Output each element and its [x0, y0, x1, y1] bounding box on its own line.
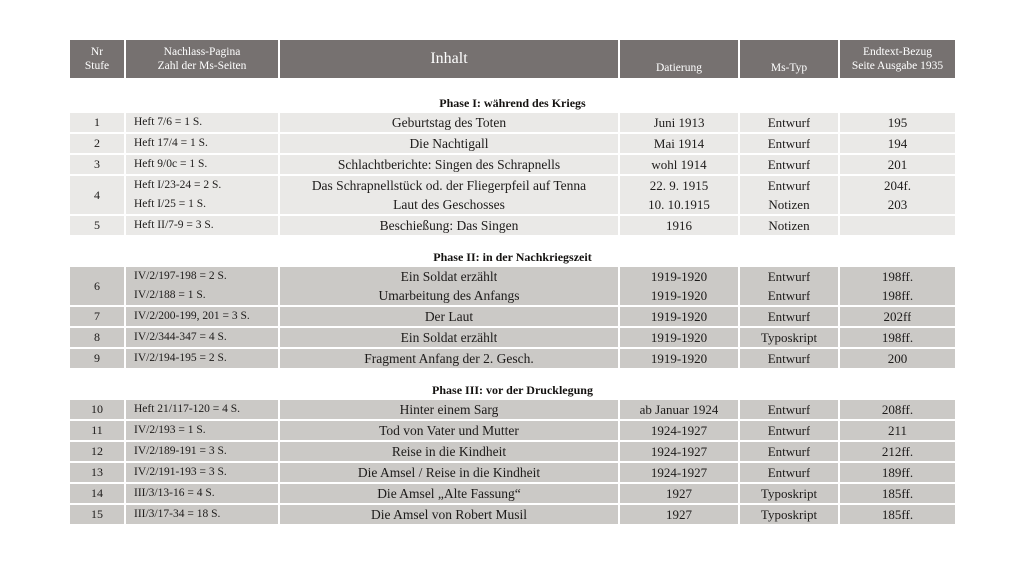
mstyp-cell-text: Entwurf: [767, 465, 811, 480]
inhalt-cell: [280, 113, 618, 132]
header-inhalt: Inhalt: [280, 40, 618, 78]
mstyp-cell: [740, 113, 838, 132]
inhalt-cell-text: Beschießung: Das Singen: [379, 218, 519, 233]
nr-cell-text: 2: [94, 136, 100, 150]
mstyp-cell: [740, 463, 838, 482]
mstyp-cell: [740, 421, 838, 440]
pagina-cell: [126, 267, 278, 305]
datierung-cell-text: 1927: [666, 486, 692, 501]
mstyp-cell-text: Entwurf: [767, 115, 811, 130]
mstyp-cell-text: Entwurf: [767, 136, 811, 151]
datierung-cell-text: ab Januar 1924: [639, 402, 719, 417]
endtext-cell-text: 194: [887, 136, 908, 151]
nr-cell-text: 8: [94, 330, 100, 344]
pagina-cell-text: IV/2/191-193 = 3 S.: [134, 466, 227, 478]
pagina-cell-text: IV/2/194-195 = 2 S.: [134, 352, 227, 364]
datierung-cell: [620, 421, 738, 440]
pagina-cell-text: IV/2/197-198 = 2 S.: [134, 270, 227, 282]
endtext-cell: [840, 307, 955, 326]
pagina-cell: [126, 328, 278, 347]
pagina-cell-text: Heft I/25 = 1 S.: [134, 198, 206, 210]
endtext-cell: [840, 155, 955, 174]
table-row: [70, 463, 955, 482]
datierung-cell: [620, 463, 738, 482]
endtext-cell-text: 203: [887, 197, 908, 212]
inhalt-cell-text: Der Laut: [424, 309, 474, 324]
datierung-cell: [620, 505, 738, 524]
header-endtext-line1: Endtext-Bezug: [863, 46, 932, 58]
endtext-cell: [840, 421, 955, 440]
phase-section-1: [70, 95, 955, 235]
datierung-cell-text: Juni 1913: [653, 115, 705, 130]
pagina-cell: [126, 307, 278, 326]
table-header: [70, 40, 955, 78]
pagina-cell: [126, 134, 278, 153]
datierung-cell: [620, 155, 738, 174]
nr-cell: [70, 505, 124, 524]
inhalt-cell-text: Fragment Anfang der 2. Gesch.: [364, 351, 534, 366]
pagina-cell: [126, 113, 278, 132]
mstyp-cell-text: Entwurf: [767, 423, 811, 438]
phase-label: Phase I: während des Kriegs: [439, 96, 586, 110]
nr-cell: [70, 463, 124, 482]
mstyp-cell: [740, 442, 838, 461]
pagina-cell-text: Heft 7/6 = 1 S.: [134, 116, 203, 128]
datierung-cell: [620, 113, 738, 132]
nr-cell-text: 14: [91, 486, 103, 500]
pagina-cell: [126, 463, 278, 482]
datierung-cell-text: 1924-1927: [650, 444, 708, 459]
pagina-cell: [126, 484, 278, 503]
endtext-cell-text: 198ff.: [881, 269, 914, 284]
datierung-cell: [620, 442, 738, 461]
phase-label: Phase III: vor der Drucklegung: [432, 383, 593, 397]
pagina-cell-text: Heft 9/0c = 1 S.: [134, 158, 208, 170]
mstyp-cell: [740, 484, 838, 503]
nr-cell: [70, 442, 124, 461]
endtext-cell-text: 200: [887, 351, 908, 366]
nr-cell: [70, 400, 124, 419]
mstyp-cell-text: Entwurf: [767, 444, 811, 459]
inhalt-cell: [280, 400, 618, 419]
nr-cell-text: 7: [94, 309, 100, 323]
inhalt-cell: [280, 484, 618, 503]
nr-cell-text: 13: [91, 465, 103, 479]
inhalt-cell: [280, 155, 618, 174]
datierung-cell-text: 22. 9. 1915: [649, 178, 709, 193]
pagina-cell-text: Heft 21/117-120 = 4 S.: [134, 403, 241, 415]
datierung-cell-text: 1924-1927: [650, 423, 708, 438]
mstyp-cell: [740, 505, 838, 524]
endtext-cell: [840, 349, 955, 368]
table-row: [70, 328, 955, 347]
pagina-cell: [126, 421, 278, 440]
datierung-cell: [620, 307, 738, 326]
table-row: [70, 113, 955, 132]
nr-cell-text: 3: [94, 157, 100, 171]
phase-section-3: [70, 382, 955, 524]
endtext-cell: [840, 505, 955, 524]
datierung-cell-text: 1924-1927: [650, 465, 708, 480]
datierung-cell-text: Mai 1914: [653, 136, 705, 151]
endtext-cell-text: 212ff.: [881, 444, 914, 459]
header-nr-stufe: [70, 40, 124, 78]
pagina-cell: [126, 400, 278, 419]
endtext-cell-text: 189ff.: [881, 465, 914, 480]
inhalt-cell: [280, 216, 618, 235]
mstyp-cell: [740, 216, 838, 235]
inhalt-cell-text: Tod von Vater und Mutter: [379, 423, 519, 438]
mstyp-cell-text: Entwurf: [767, 269, 811, 284]
manuscript-table: [70, 40, 955, 526]
pagina-cell-text: IV/2/193 = 1 S.: [134, 424, 206, 436]
mstyp-cell-text: Entwurf: [767, 402, 811, 417]
nr-cell-text: 5: [94, 218, 100, 232]
inhalt-cell-text: Schlachtberichte: Singen des Schrapnells: [337, 157, 561, 172]
inhalt-cell-text: Die Amsel / Reise in die Kindheit: [357, 465, 541, 480]
endtext-cell: [840, 216, 955, 235]
endtext-cell: [840, 463, 955, 482]
pagina-cell: [126, 442, 278, 461]
inhalt-cell: [280, 134, 618, 153]
inhalt-cell-text: Ein Soldat erzählt: [400, 330, 498, 345]
mstyp-cell: [740, 134, 838, 153]
mstyp-cell: [740, 328, 838, 347]
table-row: [70, 484, 955, 503]
table-row: [70, 442, 955, 461]
table-row: [70, 349, 955, 368]
inhalt-cell: [280, 442, 618, 461]
mstyp-cell: [740, 400, 838, 419]
datierung-cell-text: 1919-1920: [650, 351, 708, 366]
phase-label: Phase II: in der Nachkriegszeit: [433, 250, 592, 264]
nr-cell-text: 1: [94, 115, 100, 129]
endtext-cell: [840, 442, 955, 461]
nr-cell: [70, 155, 124, 174]
table-row: [70, 400, 955, 419]
mstyp-cell-text: Entwurf: [767, 178, 811, 193]
inhalt-cell: [280, 307, 618, 326]
endtext-cell-text: 195: [887, 115, 908, 130]
table-row: [70, 505, 955, 524]
nr-cell: [70, 421, 124, 440]
header-endtext-bezug: [840, 40, 955, 78]
endtext-cell-text: 185ff.: [881, 486, 914, 501]
nr-cell: [70, 328, 124, 347]
inhalt-cell-text: Das Schrapnellstück od. der Fliegerpfeil auf Tenna: [311, 178, 587, 193]
inhalt-cell-text: Die Amsel „Alte Fassung“: [377, 486, 521, 501]
nr-cell-text: 11: [91, 423, 103, 437]
nr-cell: [70, 307, 124, 326]
inhalt-cell-text: Die Nachtigall: [409, 136, 489, 151]
nr-cell: [70, 113, 124, 132]
table-row: [70, 176, 955, 214]
inhalt-cell: [280, 421, 618, 440]
mstyp-cell-text: Entwurf: [767, 309, 811, 324]
mstyp-cell-text: Entwurf: [767, 351, 811, 366]
datierung-cell-text: wohl 1914: [651, 157, 707, 172]
mstyp-cell: [740, 176, 838, 214]
table-body: [70, 78, 955, 524]
datierung-cell: [620, 349, 738, 368]
header-nachlass-pagina: [126, 40, 278, 78]
datierung-cell: [620, 484, 738, 503]
inhalt-cell: [280, 505, 618, 524]
pagina-cell-text: IV/2/200-199, 201 = 3 S.: [134, 310, 250, 322]
pagina-cell-text: IV/2/189-191 = 3 S.: [134, 445, 227, 457]
datierung-cell-text: 1919-1920: [650, 309, 708, 324]
mstyp-cell: [740, 349, 838, 368]
datierung-cell: [620, 216, 738, 235]
endtext-cell: [840, 134, 955, 153]
inhalt-cell-text: Hinter einem Sarg: [399, 402, 499, 417]
endtext-cell-text: 208ff.: [881, 402, 914, 417]
datierung-cell: [620, 328, 738, 347]
nr-cell: [70, 349, 124, 368]
pagina-cell-text: Heft 17/4 = 1 S.: [134, 137, 208, 149]
datierung-cell: [620, 267, 738, 305]
endtext-cell-text: 204f.: [883, 178, 912, 193]
inhalt-cell: [280, 349, 618, 368]
pagina-cell-text: IV/2/344-347 = 4 S.: [134, 331, 227, 343]
nr-cell-text: 15: [91, 507, 103, 521]
inhalt-cell-text: Die Amsel von Robert Musil: [371, 507, 527, 522]
header-pagina-line2: Zahl der Ms-Seiten: [157, 60, 247, 72]
pagina-cell-text: III/3/17-34 = 18 S.: [134, 508, 221, 520]
pagina-cell: [126, 349, 278, 368]
header-nr-line2: Stufe: [84, 60, 110, 72]
table-row: [70, 307, 955, 326]
pagina-cell-text: III/3/13-16 = 4 S.: [134, 487, 215, 499]
pagina-cell: [126, 505, 278, 524]
header-endtext-line2: Seite Ausgabe 1935: [851, 60, 944, 72]
nr-cell-text: 4: [94, 187, 100, 202]
inhalt-cell: [280, 267, 618, 305]
nr-cell: [70, 267, 124, 305]
header-ms-typ: Ms-Typ: [740, 40, 838, 78]
nr-cell: [70, 484, 124, 503]
header-datierung: Datierung: [620, 40, 738, 78]
table-row: [70, 267, 955, 305]
nr-cell: [70, 176, 124, 214]
endtext-cell-text: 201: [887, 157, 908, 172]
header-nr-line1: Nr: [90, 46, 104, 58]
pagina-cell-text: IV/2/188 = 1 S.: [134, 289, 206, 301]
mstyp-cell-text: Typoskript: [760, 507, 818, 522]
datierung-cell-text: 1927: [666, 507, 692, 522]
datierung-cell-text: 1916: [666, 218, 692, 233]
datierung-cell: [620, 176, 738, 214]
mstyp-cell: [740, 155, 838, 174]
inhalt-cell-text: Reise in die Kindheit: [391, 444, 507, 459]
endtext-cell-text: 211: [887, 423, 908, 438]
datierung-cell: [620, 134, 738, 153]
mstyp-cell-text: Notizen: [768, 197, 810, 212]
nr-cell-text: 10: [91, 402, 103, 416]
pagina-cell: [126, 176, 278, 214]
pagina-cell: [126, 155, 278, 174]
pagina-cell: [126, 216, 278, 235]
datierung-cell-text: 10. 10.1915: [648, 197, 710, 212]
mstyp-cell-text: Notizen: [768, 218, 810, 233]
table-row: [70, 216, 955, 235]
mstyp-cell-text: Typoskript: [760, 330, 818, 345]
datierung-cell-text: 1919-1920: [650, 269, 708, 284]
mstyp-cell: [740, 267, 838, 305]
table-row: [70, 155, 955, 174]
nr-cell-text: 9: [94, 351, 100, 365]
nr-cell: [70, 134, 124, 153]
pagina-cell-text: Heft II/7-9 = 3 S.: [134, 219, 214, 231]
endtext-cell-text: 198ff.: [881, 288, 914, 303]
endtext-cell-text: 198ff.: [881, 330, 914, 345]
phase-section-2: [70, 249, 955, 368]
pagina-cell-text: Heft I/23-24 = 2 S.: [134, 179, 222, 191]
endtext-cell: [840, 400, 955, 419]
inhalt-cell: [280, 176, 618, 214]
endtext-cell-text: 202ff: [883, 309, 912, 324]
header-pagina-line1: Nachlass-Pagina: [163, 46, 241, 58]
datierung-cell-text: 1919-1920: [650, 288, 708, 303]
mstyp-cell: [740, 307, 838, 326]
inhalt-cell-text: Ein Soldat erzählt: [400, 269, 498, 284]
mstyp-cell-text: Entwurf: [767, 288, 811, 303]
inhalt-cell-text: Laut des Geschosses: [393, 197, 505, 212]
endtext-cell: [840, 328, 955, 347]
table-row: [70, 134, 955, 153]
inhalt-cell-text: Geburtstag des Toten: [391, 115, 507, 130]
datierung-cell-text: 1919-1920: [650, 330, 708, 345]
endtext-cell: [840, 484, 955, 503]
mstyp-cell-text: Typoskript: [760, 486, 818, 501]
endtext-cell: [840, 176, 955, 214]
inhalt-cell-text: Umarbeitung des Anfangs: [378, 288, 520, 303]
endtext-cell-text: 185ff.: [881, 507, 914, 522]
endtext-cell: [840, 113, 955, 132]
inhalt-cell: [280, 328, 618, 347]
table-row: [70, 421, 955, 440]
nr-cell-text: 6: [94, 278, 100, 293]
nr-cell-text: 12: [91, 444, 103, 458]
nr-cell: [70, 216, 124, 235]
mstyp-cell-text: Entwurf: [767, 157, 811, 172]
endtext-cell: [840, 267, 955, 305]
inhalt-cell: [280, 463, 618, 482]
datierung-cell: [620, 400, 738, 419]
